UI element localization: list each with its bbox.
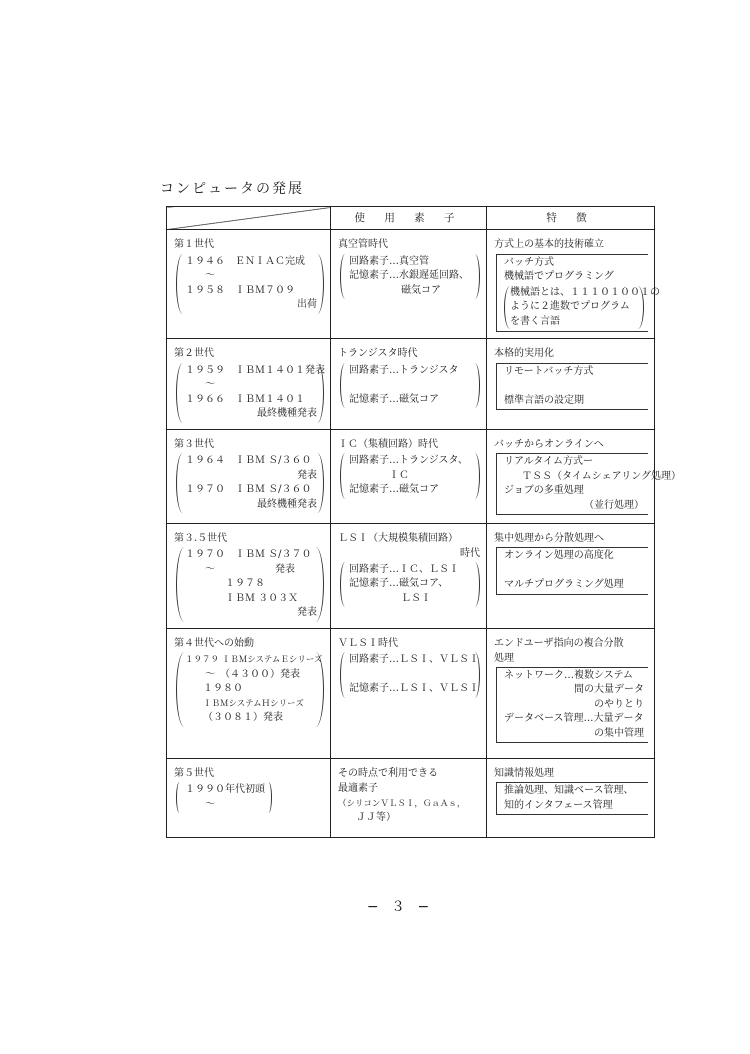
year-line: １９７９ ＩＢＭシステムＥシリーズ	[185, 655, 323, 665]
feature-note-line: を書く言語	[510, 315, 560, 327]
feature-line: ジョブの多重処理	[504, 485, 584, 496]
element-line: 磁気コア	[401, 284, 441, 296]
feature-line: オンライン処理の高度化	[504, 550, 614, 561]
elements-group	[340, 562, 480, 608]
features-group	[496, 782, 648, 815]
year-line: １９８０	[203, 683, 243, 694]
generation-cell	[167, 758, 331, 837]
element-line: （シリコンＶＬＳＩ，ＧａＡｓ，	[338, 798, 466, 809]
element-line: ＪＪ等）	[356, 812, 396, 823]
years-group	[176, 254, 324, 314]
elements-cell	[331, 429, 487, 523]
table-row	[167, 339, 655, 430]
element-line: 回路素子…トランジスタ、	[349, 455, 468, 466]
elements-group	[340, 453, 480, 499]
table-row	[167, 628, 655, 758]
years-group	[176, 363, 324, 423]
generation-cell	[167, 523, 331, 628]
year-line: 最終機種発表	[257, 498, 317, 510]
generation-cell	[167, 628, 331, 758]
elements-cell	[331, 230, 487, 339]
features-group	[496, 453, 681, 515]
elements-cell	[331, 628, 487, 758]
year-line: 〜 発表	[205, 563, 295, 575]
element-line	[349, 378, 473, 393]
year-line: ＩＢＭ ３０３Ｘ	[225, 592, 299, 604]
element-line: ＬＳＩ	[401, 592, 431, 604]
feature-line: の集中管理	[594, 727, 644, 739]
elements-cell	[331, 523, 487, 628]
year-line: １９５８ ＩＢＭ７０９	[185, 284, 295, 296]
feature-line	[504, 379, 644, 394]
feature-note-line: 機械語とは、１１１０１００１の	[510, 286, 660, 298]
year-line: 発表	[297, 469, 317, 481]
feature-line: 標準言語の設定期	[504, 394, 584, 406]
year-line: 〜	[205, 379, 215, 390]
generation-label: 第２世代	[174, 348, 214, 359]
feature-line: データベース管理…大量データ	[504, 713, 644, 724]
corner-header-cell	[167, 207, 331, 230]
element-head: ＩＣ（集積回路）時代	[338, 438, 438, 450]
features-group	[496, 547, 648, 595]
year-line: １９７８	[225, 578, 265, 589]
element-line: 回路素子…真空管	[349, 255, 429, 267]
header-features: 特 徴	[487, 207, 655, 230]
generation-cell	[167, 429, 331, 523]
generation-label: 第５世代	[174, 767, 214, 779]
element-line: 回路素子…トランジスタ	[349, 364, 459, 376]
features-cell	[487, 628, 655, 758]
feature-head: バッチからオンラインへ	[494, 438, 604, 450]
year-line: 発表	[297, 607, 317, 618]
year-line: １９９０年代初頭	[185, 784, 265, 795]
element-line: ＩＣ	[389, 469, 409, 481]
year-line: １９６４ ＩＢＭ Ｓ/３６０	[185, 455, 312, 466]
feature-line: リアルタイム方式ー	[504, 456, 593, 467]
feature-line: （並行処理）	[584, 499, 644, 511]
element-line: 記憶素子…磁気コア、	[349, 578, 449, 589]
feature-head: 方式上の基本的技術確立	[494, 239, 604, 250]
features-group	[496, 363, 648, 411]
element-line: 記憶素子…磁気コア	[349, 393, 439, 405]
element-line: 記憶素子…水銀遅延回路、	[349, 270, 469, 281]
feature-line: ネットワーク…複数システム	[504, 669, 633, 681]
generation-cell	[167, 230, 331, 339]
feature-head: エンドユーザ指向の複合分散	[494, 637, 624, 649]
feature-head: 知識情報処理	[494, 767, 554, 779]
year-line: １９５９ ＩＢＭ１４０１発表	[185, 364, 325, 376]
features-cell	[487, 429, 681, 523]
generation-label: 第４世代への始動	[174, 637, 254, 649]
computer-development-table	[166, 206, 681, 838]
years-group	[176, 453, 324, 513]
feature-head-line2: 処理	[494, 653, 514, 664]
year-line: １９６６ ＩＢＭ１４０１	[185, 393, 305, 405]
feature-line: のやりとり	[594, 698, 644, 710]
year-line: １９４６ ＥＮＩＡＣ完成	[185, 255, 305, 267]
feature-line: ＴＳＳ（タイムシェアリング処理）	[522, 470, 681, 482]
years-group	[176, 782, 272, 813]
document-title: コンピュータの発展	[160, 181, 304, 197]
feature-head: 集中処理から分散処理へ	[494, 532, 604, 544]
feature-line	[504, 564, 644, 579]
generation-label: 第３世代	[174, 438, 214, 450]
features-cell	[487, 523, 655, 628]
element-line: 記憶素子…磁気コア	[349, 484, 439, 495]
generation-label: 第１世代	[174, 239, 214, 250]
generation-label: 第３.５世代	[174, 532, 228, 544]
years-group	[176, 652, 324, 727]
features-cell	[487, 230, 660, 339]
feature-line: リモートバッチ方式	[504, 365, 594, 377]
year-line: 最終機種発表	[257, 408, 317, 419]
features-group	[496, 667, 648, 744]
element-head: ＬＳＩ（大規模集積回路）	[338, 532, 458, 544]
features-group	[496, 254, 660, 333]
features-cell	[487, 758, 655, 837]
year-line: 出荷	[297, 299, 317, 310]
year-line: １９７０ ＩＢＭ Ｓ/３７０	[185, 549, 312, 560]
element-head-suffix: 時代	[460, 548, 480, 559]
feature-line: 推論処理、知識ベース管理、	[504, 785, 634, 796]
year-line: １９７０ ＩＢＭ Ｓ/３６０	[185, 484, 312, 495]
feature-head: 本格的実用化	[494, 348, 554, 359]
element-line: 回路素子…ＬＳＩ、ＶＬＳＩ	[349, 654, 479, 665]
elements-cell	[331, 758, 487, 837]
elements-group	[340, 254, 480, 300]
element-line: 最適素子	[338, 783, 378, 794]
years-group	[176, 547, 324, 622]
element-line: 記憶素子…ＬＳＩ、ＶＬＳＩ	[349, 683, 479, 694]
year-line: （３０８１）発表	[203, 712, 283, 723]
feature-line: 間の大量データ	[574, 684, 644, 695]
feature-note	[504, 286, 660, 330]
element-head: ＶＬＳＩ時代	[338, 637, 398, 649]
table-row	[167, 523, 655, 628]
year-line: 〜	[205, 798, 215, 810]
elements-group	[340, 652, 480, 698]
element-line: 回路素子…ＩＣ、ＬＳＩ	[349, 563, 459, 575]
elements-cell	[331, 339, 487, 430]
feature-line: 知的インタフェース管理	[504, 799, 613, 811]
header-elements: 使 用 素 子	[331, 207, 487, 230]
page-number: − ３ −	[366, 899, 434, 915]
generation-cell	[167, 339, 331, 430]
table-row	[167, 230, 655, 339]
table-row	[167, 758, 655, 837]
feature-note-line: ように２進数でプログラム	[510, 301, 630, 312]
year-line: 〜 （４３００）発表	[205, 668, 300, 680]
element-head: トランジスタ時代	[338, 348, 418, 359]
element-head: その時点で利用できる	[338, 767, 438, 779]
feature-line: 機械語でプログラミング	[504, 271, 614, 282]
element-head: 真空管時代	[338, 239, 388, 250]
features-cell	[487, 339, 655, 430]
table-row	[167, 429, 655, 523]
year-line: 〜	[205, 270, 215, 281]
year-line: ＩＢＭシステムＨシリーズ	[203, 698, 304, 709]
feature-line: マルチプログラミング処理	[504, 579, 624, 590]
elements-group	[340, 363, 480, 409]
feature-line: バッチ方式	[504, 256, 554, 268]
element-line	[349, 668, 473, 683]
